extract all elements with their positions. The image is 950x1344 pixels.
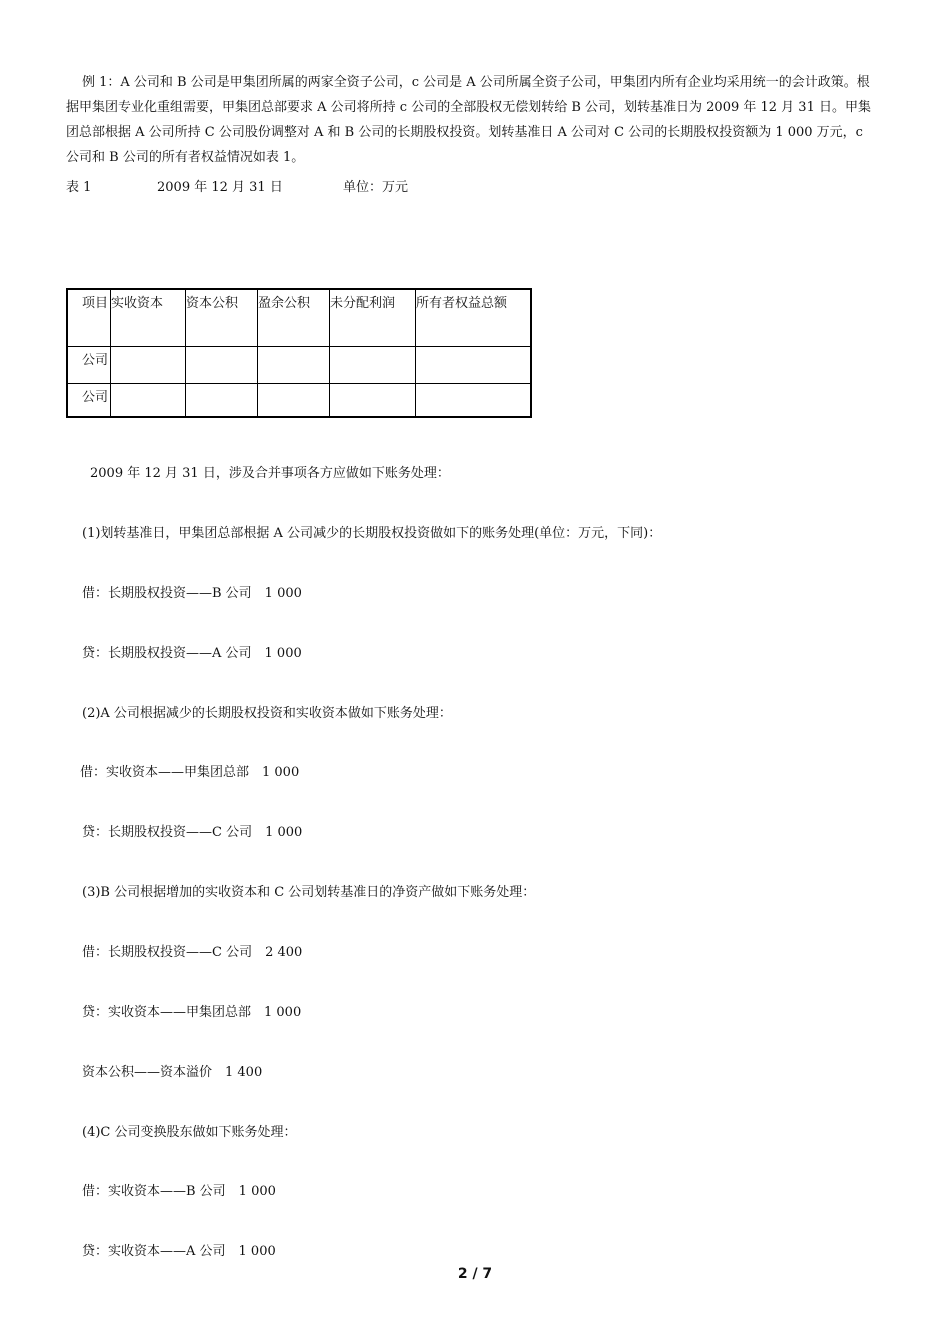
table-cell (186, 347, 258, 384)
step-2-credit-entry: 贷：长期股权投资——C 公司 1 000 (82, 825, 303, 840)
table-cell (258, 347, 330, 384)
step-3-description: (3)B 公司根据增加的实收资本和 C 公司划转基准日的净资产做如下账务处理： (82, 885, 536, 900)
header-total-equity: 所有者权益总额 (416, 289, 532, 347)
step-4-debit-entry: 借：实收资本——B 公司 1 000 (82, 1184, 276, 1199)
step-3-credit-entry-2: 资本公积——资本溢价 1 400 (82, 1065, 263, 1080)
table-cell (186, 384, 258, 418)
header-undistributed-profit: 未分配利润 (330, 289, 416, 347)
step-1-description: (1)划转基准日，甲集团总部根据 A 公司减少的长期股权投资做如下的账务处理(单位：万元，下同)： (82, 526, 662, 541)
table-number: 表 1 (66, 180, 92, 195)
table-cell (416, 384, 532, 418)
step-2-debit-entry: 借：实收资本——甲集团总部 1 000 (80, 765, 300, 780)
page-number: 2 / 7 (457, 1266, 493, 1282)
row-label: 公司 (67, 384, 111, 418)
row-label: 公司 (67, 347, 111, 384)
table-unit: 单位：万元 (343, 180, 409, 195)
header-surplus-reserve: 盈余公积 (258, 289, 330, 347)
header-paid-in-capital: 实收资本 (111, 289, 186, 347)
table-cell (330, 384, 416, 418)
step-3-credit-entry-1: 贷：实收资本——甲集团总部 1 000 (82, 1005, 302, 1020)
table-cell (111, 384, 186, 418)
table-cell (330, 347, 416, 384)
table-date: 2009 年 12 月 31 日 (157, 180, 283, 195)
step-3-debit-entry: 借：长期股权投资——C 公司 2 400 (82, 945, 303, 960)
entries-heading: 2009 年 12 月 31 日，涉及合并事项各方应做如下账务处理： (90, 466, 450, 481)
table-cell (416, 347, 532, 384)
equity-table (66, 288, 532, 418)
table-header-row (67, 289, 531, 347)
step-1-debit-entry: 借：长期股权投资——B 公司 1 000 (82, 586, 302, 601)
header-item: 项目 (67, 289, 111, 347)
step-4-description: (4)C 公司变换股东做如下账务处理： (82, 1125, 297, 1140)
intro-paragraph: 例 1：A 公司和 B 公司是甲集团所属的两家全资子公司，c 公司是 A 公司所属全资子公司，甲集团内所有企业均采用统一的会计政策。根据甲集团专业化重组需要，甲集团总部要求 A 公司将所持 c 公司的全部股权无偿划转给 B 公司，划转基准日为 2009 年 12 月 31 日。甲集团总部根据 A 公司所持 C 公司股份调整对 A 和 B 公司的长期股权投资。划转基准日 A 公司对 C 公司的长期股权投资额为 1 000 万元，c 公司和 B 公司的所有者权益情况如表 1。 (66, 75, 871, 165)
step-1-credit-entry: 贷：长期股权投资——A 公司 1 000 (82, 646, 302, 661)
step-4-credit-entry: 贷：实收资本——A 公司 1 000 (82, 1244, 276, 1259)
step-2-description: (2)A 公司根据减少的长期股权投资和实收资本做如下账务处理： (82, 706, 452, 721)
table-cell (258, 384, 330, 418)
header-capital-reserve: 资本公积 (186, 289, 258, 347)
table-row (67, 347, 531, 384)
table-row (67, 384, 531, 418)
table-cell (111, 347, 186, 384)
